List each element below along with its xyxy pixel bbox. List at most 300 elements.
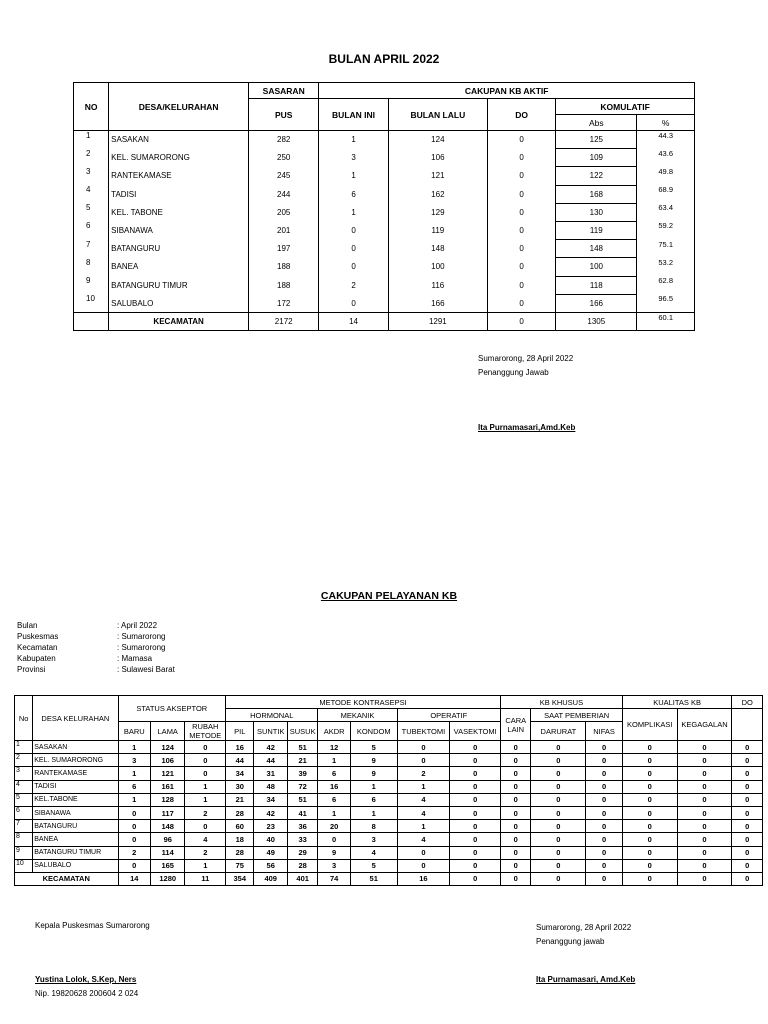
total-label-2: KECAMATAN — [15, 872, 119, 885]
row-abs: 118 — [556, 276, 637, 294]
h2-kegagalan: KEGAGALAN — [677, 709, 732, 741]
total-row-2 — [15, 872, 763, 885]
total-pus: 2172 — [249, 312, 319, 330]
row-do: 0 — [487, 221, 555, 239]
table-row — [74, 131, 695, 149]
meta-value: : Sumarorong — [117, 643, 166, 652]
row-value: 0 — [450, 859, 501, 872]
signature2-name: Ita Purnamasari, Amd.Keb — [536, 975, 636, 984]
row-value: 1 — [318, 806, 350, 819]
h2-nifas: NIFAS — [586, 722, 623, 741]
table-row — [15, 780, 763, 793]
row-value: 121 — [150, 767, 185, 780]
row-no: 8 — [74, 258, 109, 276]
row-value: 0 — [732, 859, 763, 872]
meta-row — [17, 664, 175, 675]
row-bulan-lalu: 121 — [388, 167, 487, 185]
h2-tubektomi: TUBEKTOMI — [397, 722, 450, 741]
row-value: 34 — [226, 767, 254, 780]
header-bulan-lalu: BULAN LALU — [388, 99, 487, 131]
row-value: 0 — [677, 754, 732, 767]
row-value: 0 — [450, 833, 501, 846]
row-bulan-lalu: 116 — [388, 276, 487, 294]
row-value: 0 — [531, 833, 586, 846]
row-value: 0 — [397, 754, 450, 767]
row-value: 0 — [732, 780, 763, 793]
row-value: 29 — [287, 846, 317, 859]
row-value: 56 — [254, 859, 287, 872]
row-pus: 205 — [249, 203, 319, 221]
row-pct: 53.2 — [637, 258, 695, 276]
row-value: 0 — [450, 767, 501, 780]
h2-saat-pemberian: SAAT PEMBERIAN — [531, 709, 622, 722]
row-desa: BANEA — [33, 833, 118, 846]
h2-do-blank — [732, 709, 763, 741]
row-bulan-lalu: 148 — [388, 240, 487, 258]
header-komulatif: KOMULATIF — [556, 99, 695, 115]
row-pus: 172 — [249, 294, 319, 312]
row-value: 124 — [150, 741, 185, 754]
row-value: 33 — [287, 833, 317, 846]
row-value: 0 — [397, 846, 450, 859]
meta-value: : Mamasa — [117, 654, 153, 663]
row-abs: 119 — [556, 221, 637, 239]
row-desa: SASAKAN — [109, 131, 249, 149]
header-pct: % — [637, 115, 695, 131]
row-do: 0 — [487, 131, 555, 149]
row-value: 1 — [185, 793, 226, 806]
row-value: 0 — [501, 806, 531, 819]
row-value: 0 — [450, 754, 501, 767]
row-pct: 44.3 — [637, 131, 695, 149]
total-value: 0 — [732, 872, 763, 885]
row-value: 16 — [226, 741, 254, 754]
header-do: DO — [487, 99, 555, 131]
row-pct: 68.9 — [637, 185, 695, 203]
row-no: 2 — [74, 149, 109, 167]
row-do: 0 — [487, 185, 555, 203]
row-value: 72 — [287, 780, 317, 793]
row-value: 0 — [450, 780, 501, 793]
row-value: 0 — [622, 754, 677, 767]
row-no: 9 — [74, 276, 109, 294]
row-no: 7 — [15, 820, 33, 833]
row-value: 0 — [732, 806, 763, 819]
row-value: 0 — [501, 741, 531, 754]
row-value: 128 — [150, 793, 185, 806]
row-value: 48 — [254, 780, 287, 793]
row-value: 0 — [732, 754, 763, 767]
total-value: 11 — [185, 872, 226, 885]
row-bulan-ini: 6 — [319, 185, 388, 203]
row-desa: SASAKAN — [33, 741, 118, 754]
row-pus: 250 — [249, 149, 319, 167]
row-pus: 244 — [249, 185, 319, 203]
row-desa: SALUBALO — [33, 859, 118, 872]
row-value: 28 — [226, 806, 254, 819]
row-no: 1 — [74, 131, 109, 149]
row-value: 75 — [226, 859, 254, 872]
row-no: 4 — [15, 780, 33, 793]
h2-mekanik: MEKANIK — [318, 709, 397, 722]
row-pct: 59.2 — [637, 221, 695, 239]
row-value: 0 — [677, 833, 732, 846]
row-pct: 63.4 — [637, 203, 695, 221]
row-value: 2 — [397, 767, 450, 780]
row-pus: 201 — [249, 221, 319, 239]
row-abs: 148 — [556, 240, 637, 258]
row-pct: 75.1 — [637, 240, 695, 258]
row-pct: 43.6 — [637, 149, 695, 167]
row-bulan-ini: 0 — [319, 258, 388, 276]
row-value: 0 — [531, 754, 586, 767]
meta-value: : Sumarorong — [117, 632, 166, 641]
row-value: 1 — [350, 806, 397, 819]
row-value: 0 — [622, 741, 677, 754]
row-bulan-lalu: 106 — [388, 149, 487, 167]
row-desa: BATANGURU — [109, 240, 249, 258]
row-value: 44 — [226, 754, 254, 767]
row-value: 49 — [254, 846, 287, 859]
kepala-name: Yustina Lolok, S.Kep, Ners — [35, 975, 137, 984]
row-value: 0 — [677, 780, 732, 793]
total-bulan-lalu: 1291 — [388, 312, 487, 330]
row-value: 0 — [318, 833, 350, 846]
row-pct: 49.8 — [637, 167, 695, 185]
row-value: 3 — [118, 754, 150, 767]
row-abs: 100 — [556, 258, 637, 276]
row-value: 0 — [450, 741, 501, 754]
total-value: 0 — [501, 872, 531, 885]
row-value: 6 — [318, 793, 350, 806]
table-row — [74, 149, 695, 167]
total-abs: 1305 — [556, 312, 637, 330]
kepala-puskesmas: Kepala Puskesmas Sumarorong — [35, 921, 150, 930]
row-value: 0 — [622, 833, 677, 846]
row-value: 0 — [677, 859, 732, 872]
h2-no: No — [15, 696, 33, 741]
row-pus: 188 — [249, 258, 319, 276]
row-desa: RANTEKAMASE — [109, 167, 249, 185]
table-row — [74, 203, 695, 221]
row-value: 1 — [185, 859, 226, 872]
row-do: 0 — [487, 294, 555, 312]
h2-susuk: SUSUK — [287, 722, 317, 741]
row-no: 6 — [74, 221, 109, 239]
row-value: 0 — [622, 846, 677, 859]
row-value: 0 — [118, 859, 150, 872]
total-value: 401 — [287, 872, 317, 885]
row-value: 0 — [586, 767, 623, 780]
row-value: 8 — [350, 820, 397, 833]
report-title: BULAN APRIL 2022 — [328, 52, 440, 66]
header-abs: Abs — [556, 115, 637, 131]
row-value: 39 — [287, 767, 317, 780]
total-value: 16 — [397, 872, 450, 885]
table-row — [15, 741, 763, 754]
row-value: 0 — [501, 767, 531, 780]
row-value: 0 — [622, 793, 677, 806]
row-value: 0 — [677, 741, 732, 754]
row-value: 42 — [254, 806, 287, 819]
table-row — [15, 754, 763, 767]
row-desa: RANTEKAMASE — [33, 767, 118, 780]
h2-hormonal: HORMONAL — [226, 709, 318, 722]
header-pus: PUS — [249, 99, 319, 131]
row-value: 28 — [287, 859, 317, 872]
row-value: 40 — [254, 833, 287, 846]
h2-kondom: KONDOM — [350, 722, 397, 741]
row-value: 0 — [450, 793, 501, 806]
row-value: 6 — [318, 767, 350, 780]
row-value: 3 — [350, 833, 397, 846]
row-value: 0 — [501, 859, 531, 872]
row-value: 0 — [450, 806, 501, 819]
total-value: 0 — [531, 872, 586, 885]
total-value: 409 — [254, 872, 287, 885]
row-no: 9 — [15, 846, 33, 859]
row-value: 0 — [501, 846, 531, 859]
pelayanan-kb-table — [14, 695, 763, 886]
row-desa: SIBANAWA — [33, 806, 118, 819]
total-value: 0 — [450, 872, 501, 885]
row-value: 0 — [732, 820, 763, 833]
total-do: 0 — [487, 312, 555, 330]
row-value: 1 — [118, 793, 150, 806]
row-desa: TADISI — [33, 780, 118, 793]
row-value: 165 — [150, 859, 185, 872]
row-value: 6 — [350, 793, 397, 806]
row-value: 31 — [254, 767, 287, 780]
row-value: 0 — [586, 754, 623, 767]
row-pus: 245 — [249, 167, 319, 185]
h2-komplikasi: KOMPLIKASI — [622, 709, 677, 741]
row-do: 0 — [487, 203, 555, 221]
row-desa: KEL. SUMARORONG — [33, 754, 118, 767]
header-desa: DESA/KELURAHAN — [109, 83, 249, 131]
row-no: 5 — [74, 203, 109, 221]
signature-block-1 — [478, 352, 575, 435]
h2-baru: BARU — [118, 722, 150, 741]
total-value: 0 — [677, 872, 732, 885]
section-title: CAKUPAN PELAYANAN KB — [320, 590, 458, 602]
kb-aktif-table — [73, 82, 695, 331]
row-value: 0 — [586, 806, 623, 819]
row-desa: SALUBALO — [109, 294, 249, 312]
row-do: 0 — [487, 240, 555, 258]
row-abs: 122 — [556, 167, 637, 185]
row-do: 0 — [487, 167, 555, 185]
row-value: 44 — [254, 754, 287, 767]
row-value: 1 — [397, 780, 450, 793]
row-bulan-ini: 3 — [319, 149, 388, 167]
row-value: 0 — [622, 820, 677, 833]
row-value: 1 — [118, 767, 150, 780]
h2-darurat: DARURAT — [531, 722, 586, 741]
table-row — [74, 240, 695, 258]
signature-block-left — [35, 973, 138, 1001]
row-value: 21 — [226, 793, 254, 806]
row-value: 0 — [622, 859, 677, 872]
row-abs: 109 — [556, 149, 637, 167]
h2-metode: METODE KONTRASEPSI — [226, 696, 501, 709]
row-value: 9 — [350, 767, 397, 780]
table-row — [15, 793, 763, 806]
row-value: 3 — [318, 859, 350, 872]
table-row — [74, 258, 695, 276]
row-value: 0 — [586, 833, 623, 846]
row-value: 4 — [397, 833, 450, 846]
header-bulan-ini: BULAN INI — [319, 99, 388, 131]
row-bulan-ini: 0 — [319, 240, 388, 258]
row-value: 1 — [118, 741, 150, 754]
row-value: 0 — [586, 846, 623, 859]
row-do: 0 — [487, 276, 555, 294]
row-bulan-lalu: 162 — [388, 185, 487, 203]
row-value: 30 — [226, 780, 254, 793]
row-value: 0 — [677, 820, 732, 833]
row-desa: SIBANAWA — [109, 221, 249, 239]
row-value: 0 — [531, 806, 586, 819]
row-value: 0 — [732, 741, 763, 754]
row-value: 0 — [531, 780, 586, 793]
h2-lama: LAMA — [150, 722, 185, 741]
meta-key: Kecamatan — [17, 643, 58, 652]
row-no: 8 — [15, 833, 33, 846]
table-row — [15, 833, 763, 846]
meta-info — [17, 620, 175, 675]
row-value: 0 — [622, 780, 677, 793]
row-no: 10 — [74, 294, 109, 312]
row-value: 0 — [185, 820, 226, 833]
signature-role: Penanggung Jawab — [478, 368, 549, 377]
row-value: 18 — [226, 833, 254, 846]
signature2-place-date: Sumarorong, 28 April 2022 — [536, 923, 632, 932]
table-row — [74, 167, 695, 185]
row-bulan-lalu: 129 — [388, 203, 487, 221]
row-value: 20 — [318, 820, 350, 833]
row-value: 0 — [531, 846, 586, 859]
row-no: 1 — [15, 741, 33, 754]
row-no: 6 — [15, 806, 33, 819]
row-bulan-ini: 0 — [319, 221, 388, 239]
row-value: 9 — [318, 846, 350, 859]
row-value: 0 — [531, 741, 586, 754]
row-value: 12 — [318, 741, 350, 754]
signature-place-date: Sumarorong, 28 April 2022 — [478, 354, 574, 363]
row-value: 0 — [732, 846, 763, 859]
table-row — [15, 859, 763, 872]
h2-vasektomi: VASEKTOMI — [450, 722, 501, 741]
row-value: 0 — [677, 793, 732, 806]
row-value: 0 — [531, 767, 586, 780]
row-bulan-lalu: 124 — [388, 131, 487, 149]
meta-row — [17, 620, 175, 631]
h2-kualitas: KUALITAS KB — [622, 696, 732, 709]
row-no: 5 — [15, 793, 33, 806]
total-no — [74, 312, 109, 330]
row-bulan-ini: 1 — [319, 203, 388, 221]
meta-row — [17, 631, 175, 642]
total-value: 74 — [318, 872, 350, 885]
row-value: 1 — [350, 780, 397, 793]
row-bulan-ini: 2 — [319, 276, 388, 294]
row-value: 161 — [150, 780, 185, 793]
row-no: 10 — [15, 859, 33, 872]
table-row — [74, 294, 695, 312]
row-value: 4 — [397, 793, 450, 806]
row-no: 7 — [74, 240, 109, 258]
row-value: 0 — [677, 767, 732, 780]
row-value: 0 — [118, 833, 150, 846]
row-value: 0 — [118, 820, 150, 833]
row-value: 1 — [397, 820, 450, 833]
h2-kb-khusus: KB KHUSUS — [501, 696, 623, 709]
total-value: 14 — [118, 872, 150, 885]
row-value: 4 — [185, 833, 226, 846]
row-value: 0 — [185, 754, 226, 767]
row-value: 0 — [185, 741, 226, 754]
row-desa: KEL.TABONE — [33, 793, 118, 806]
h2-status: STATUS AKSEPTOR — [118, 696, 226, 722]
total-value: 1280 — [150, 872, 185, 885]
total-value: 0 — [586, 872, 623, 885]
row-bulan-ini: 1 — [319, 131, 388, 149]
total-label: KECAMATAN — [109, 312, 249, 330]
meta-value: : April 2022 — [117, 621, 158, 630]
row-value: 0 — [118, 806, 150, 819]
meta-key: Bulan — [17, 621, 38, 630]
row-value: 0 — [531, 859, 586, 872]
row-abs: 166 — [556, 294, 637, 312]
table-row — [15, 767, 763, 780]
row-value: 0 — [677, 846, 732, 859]
row-value: 0 — [732, 833, 763, 846]
meta-key: Provinsi — [17, 665, 46, 674]
row-value: 0 — [501, 793, 531, 806]
row-no: 2 — [15, 754, 33, 767]
total-value: 51 — [350, 872, 397, 885]
meta-row — [17, 653, 175, 664]
row-value: 0 — [677, 806, 732, 819]
row-value: 0 — [397, 741, 450, 754]
row-value: 41 — [287, 806, 317, 819]
row-desa: BATANGURU TIMUR — [33, 846, 118, 859]
row-no: 4 — [74, 185, 109, 203]
row-value: 0 — [450, 820, 501, 833]
row-value: 0 — [501, 780, 531, 793]
h2-desa: DESA KELURAHAN — [33, 696, 118, 741]
row-value: 0 — [622, 806, 677, 819]
row-abs: 130 — [556, 203, 637, 221]
row-value: 4 — [397, 806, 450, 819]
row-value: 60 — [226, 820, 254, 833]
meta-row — [17, 642, 175, 653]
row-value: 0 — [450, 846, 501, 859]
row-pct: 96.5 — [637, 294, 695, 312]
row-value: 0 — [397, 859, 450, 872]
row-value: 0 — [586, 859, 623, 872]
row-value: 0 — [501, 833, 531, 846]
row-value: 0 — [531, 820, 586, 833]
header-no: NO — [74, 83, 109, 131]
signature-block-right — [536, 921, 635, 987]
row-no: 3 — [15, 767, 33, 780]
h2-do: DO — [732, 696, 763, 709]
row-value: 1 — [185, 780, 226, 793]
total-value: 354 — [226, 872, 254, 885]
row-desa: BATANGURU — [33, 820, 118, 833]
